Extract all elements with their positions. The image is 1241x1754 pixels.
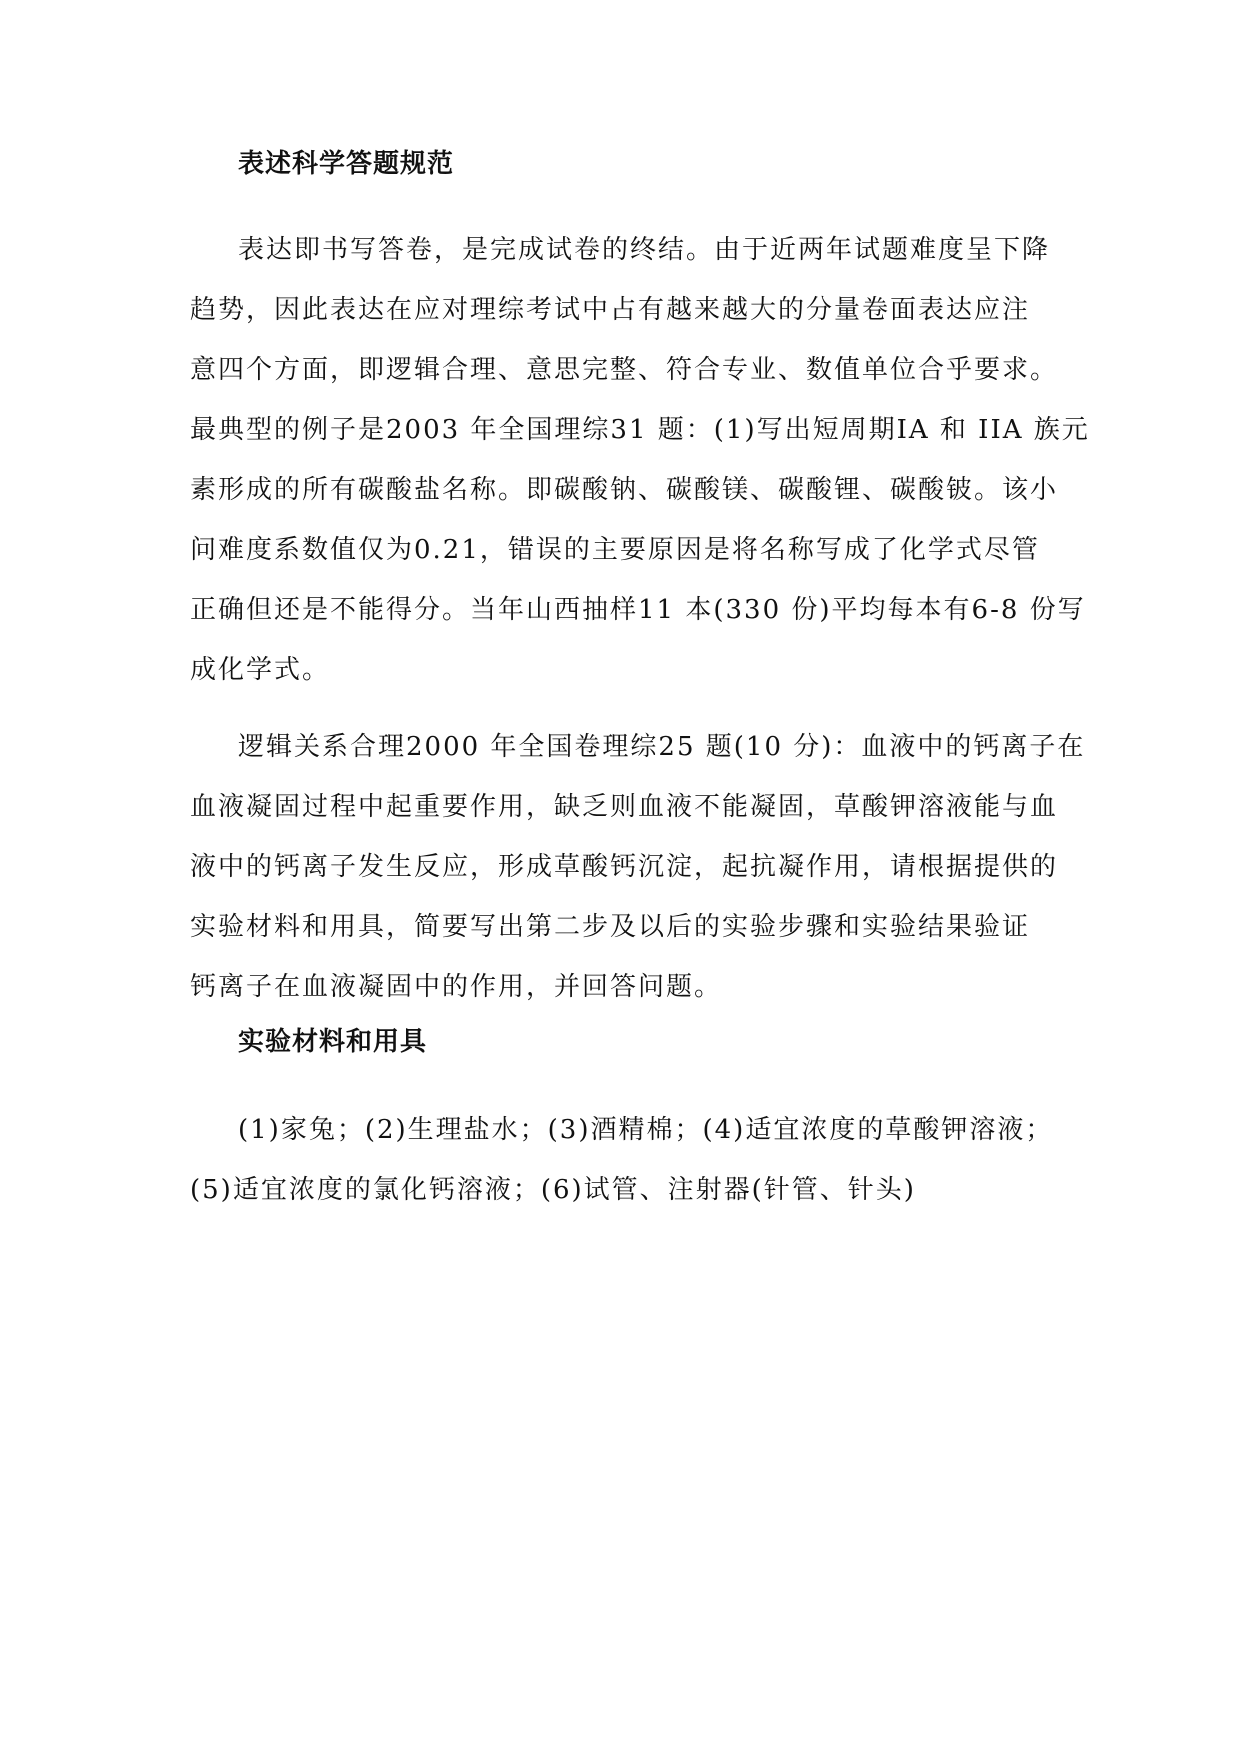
paragraph-line: (1)家兔；(2)生理盐水；(3)酒精棉；(4)适宜浓度的草酸钾溶液； xyxy=(238,1115,1054,1145)
paragraph-line: 素形成的所有碳酸盐名称。即碳酸钠、碳酸镁、碳酸锂、碳酸铍。该小 xyxy=(190,475,1059,505)
paragraph-line: 钙离子在血液凝固中的作用，并回答问题。 xyxy=(190,972,723,1002)
paragraph-line: 趋势，因此表达在应对理综考试中占有越来越大的分量卷面表达应注 xyxy=(190,295,1031,325)
paragraph-line: 实验材料和用具，简要写出第二步及以后的实验步骤和实验结果验证 xyxy=(190,912,1031,942)
section-heading-answer-norms: 表述科学答题规范 xyxy=(238,149,455,179)
paragraph-line: 表达即书写答卷，是完成试卷的终结。由于近两年试题难度呈下降 xyxy=(238,235,1051,265)
paragraph-materials-list xyxy=(190,1100,1070,1220)
paragraph-line: 成化学式。 xyxy=(190,655,331,685)
paragraph-expression xyxy=(190,220,1090,700)
paragraph-line: 液中的钙离子发生反应，形成草酸钙沉淀，起抗凝作用，请根据提供的 xyxy=(190,852,1059,882)
paragraph-line: 血液凝固过程中起重要作用，缺乏则血液不能凝固，草酸钾溶液能与血 xyxy=(190,792,1059,822)
paragraph-line: 正确但还是不能得分。当年山西抽样11 本(330 份)平均每本有6-8 份写 xyxy=(190,595,1086,625)
paragraph-line: 逻辑关系合理2000 年全国卷理综25 题(10 分)：血液中的钙离子在 xyxy=(238,732,1086,762)
paragraph-line: 问难度系数值仅为0.21，错误的主要原因是将名称写成了化学式尽管 xyxy=(190,535,1040,565)
paragraph-logic xyxy=(190,717,1086,1017)
paragraph-line: (5)适宜浓度的氯化钙溶液；(6)试管、注射器(针管、针头) xyxy=(190,1175,916,1205)
paragraph-line: 最典型的例子是2003 年全国理综31 题：(1)写出短周期IA 和 IIA 族元 xyxy=(190,415,1090,445)
paragraph-line: 意四个方面，即逻辑合理、意思完整、符合专业、数值单位合乎要求。 xyxy=(190,355,1059,385)
section-heading-materials: 实验材料和用具 xyxy=(238,1027,428,1057)
